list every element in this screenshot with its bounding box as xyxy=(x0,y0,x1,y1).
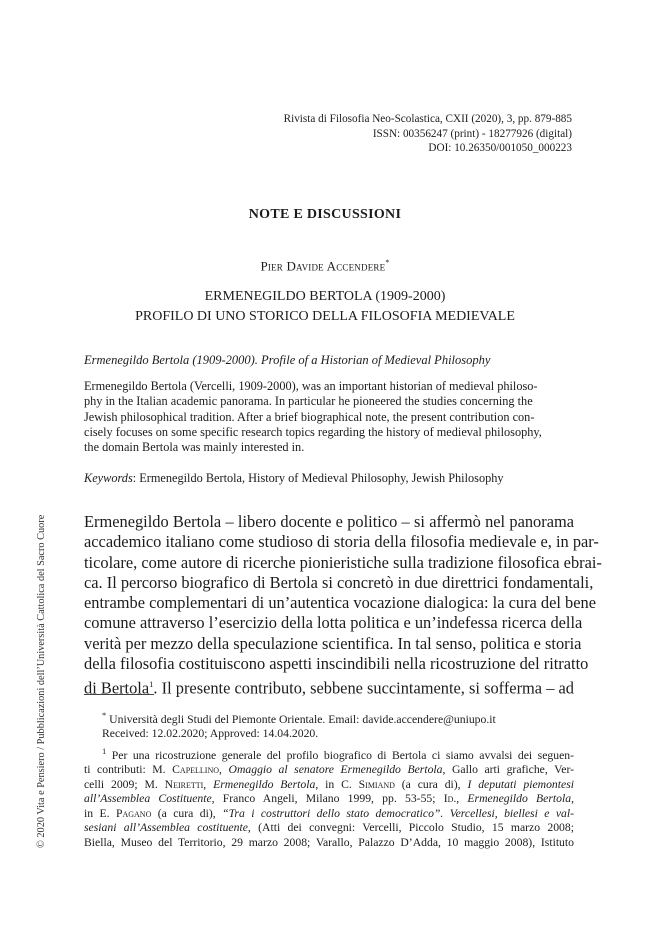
footnote-work-title: Omaggio al senatore Ermenegildo Bertola xyxy=(228,763,443,777)
body-line: accademico italiano come studioso di storia della filosofia medievale e, in par- xyxy=(84,532,599,552)
footnote-text: , xyxy=(456,792,468,806)
abstract-line: phy in the Italian academic panorama. In particular he pioneered the studies concerning the xyxy=(84,394,533,409)
article-title-line-2: PROFILO DI UNO STORICO DELLA FILOSOFIA MEDIEVALE xyxy=(135,309,515,324)
footnote-line xyxy=(84,821,574,836)
received-approved-dates: Received: 12.02.2020; Approved: 14.04.2020. xyxy=(102,727,319,741)
footnote-line xyxy=(84,744,574,763)
footnote-text: , xyxy=(203,777,214,791)
footnote-1 xyxy=(84,744,574,850)
footnote-text: (a cura di), xyxy=(151,806,223,820)
footnote-line xyxy=(84,792,574,807)
body-line: entrambe complementari di un’autentica vocazione dialogica: la cura del bene xyxy=(84,593,596,613)
body-text-segment: . Il presente contributo, sebbene succintamente, si sofferma – ad xyxy=(153,678,575,698)
footnote-marker: * xyxy=(102,710,107,720)
footnote-work-title: “Tra i costruttori dello stato democratico”. Vercellesi, biellesi e val- xyxy=(222,806,574,820)
copyright-notice: © 2020 Vita e Pensiero / Pubblicazioni dell’Università Cattolica del Sacro Cuore xyxy=(36,514,47,848)
author-name: Pier Davide Accendere xyxy=(260,258,386,274)
abstract xyxy=(84,379,574,455)
article-title xyxy=(0,287,650,327)
footnote-line xyxy=(84,807,574,822)
body-paragraph xyxy=(84,512,602,699)
footnote-work-title: Ermenegildo Bertola xyxy=(213,777,316,791)
author-line xyxy=(0,258,650,274)
section-title: NOTE E DISCUSSIONI xyxy=(248,207,402,222)
article-title-line-1: ERMENEGILDO BERTOLA (1909-2000) xyxy=(204,289,446,304)
footnote-text: , xyxy=(219,763,229,777)
body-text-segment: di Bertola xyxy=(84,678,150,698)
footnote-author: Neiretti xyxy=(164,777,204,791)
keywords xyxy=(84,471,584,486)
footnote-affiliation xyxy=(84,708,574,742)
footnote-ref-1[interactable]: 1 xyxy=(149,679,154,690)
abstract-line: the domain Bertola was mainly interested in. xyxy=(84,440,305,455)
footnote-author: Simiand xyxy=(358,777,395,791)
keywords-label: Keywords xyxy=(84,471,133,485)
journal-citation: Rivista di Filosofia Neo-Scolastica, CXII (2020), 3, pp. 879-885 xyxy=(283,113,572,125)
body-line: ca. Il percorso biografico di Bertola si concretò in due direttrici fondamentali, xyxy=(84,572,594,592)
footnote-text: in E. xyxy=(84,806,116,820)
footnote-work-title: all’Assemblea Costituente xyxy=(84,792,212,806)
journal-info xyxy=(212,112,572,156)
english-title: Ermenegildo Bertola (1909-2000). Profile of a Historian of Medieval Philosophy xyxy=(84,353,491,367)
footnote-work-title: sesiani all’Assemblea costituente xyxy=(84,821,248,835)
keywords-text: : Ermenegildo Bertola, History of Medieval Philosophy, Jewish Philosophy xyxy=(132,471,504,485)
abstract-line: cisely focuses on some specific research topics regarding the history of medieval philosophy, xyxy=(84,424,542,439)
doi-line: DOI: 10.26350/001050_000223 xyxy=(428,142,572,154)
abstract-line: Ermenegildo Bertola (Vercelli, 1909-2000), was an important historian of medieval philoso- xyxy=(84,379,538,393)
footnote-line xyxy=(84,708,574,727)
footnote-work-title: I deputati piemontesi xyxy=(467,777,574,791)
footnote-author: Capellino xyxy=(172,763,220,777)
footnote-text: , xyxy=(571,792,574,806)
footnote-text: , in C. xyxy=(315,777,359,791)
issn-line: ISSN: 00356247 (print) - 18277926 (digital) xyxy=(372,127,572,140)
body-line: comune attraverso l’esercizio della lotta politica e un’indefessa ricerca della xyxy=(84,613,583,633)
footnote-text: (a cura di), xyxy=(394,777,468,791)
footnote-author: Pagano xyxy=(115,806,152,820)
affiliation-text: Università degli Studi del Piemonte Orientale. Email: davide.accendere@uniupo.it xyxy=(106,712,496,726)
body-line: verità per mezzo della speculazione scientifica. In tal senso, politica e storia xyxy=(84,633,582,653)
footnote-text: , Gallo arti grafiche, Ver- xyxy=(442,763,574,777)
footnote-divider xyxy=(84,694,154,695)
body-line: della filosofia costituiscono aspetti inscindibili nella ricostruzione del ritratto xyxy=(84,654,589,674)
footnote-text: Per una ricostruzione generale del profilo biografico di Bertola ci siamo avvalsi dei seguen- xyxy=(106,748,574,762)
footnote-marker: 1 xyxy=(102,746,107,756)
footnote-author: Id. xyxy=(443,792,457,806)
footnote-text: ti contributi: M. xyxy=(84,763,173,777)
body-line: Ermenegildo Bertola – libero docente e politico – si affermò nel panorama xyxy=(84,512,574,531)
abstract-line: Jewish philosophical tradition. After a brief biographical note, the present contribution con- xyxy=(84,409,535,424)
footnote-text: , (Atti dei convegni: Vercelli, Piccolo Studio, 15 marzo 2008; xyxy=(247,821,574,835)
body-line: ticolare, come autore di ricerche pionieristiche sulla tradizione filosofica ebrai- xyxy=(84,552,602,572)
author-footnote-marker: * xyxy=(385,258,390,267)
footnote-text: celli 2009; M. xyxy=(84,777,165,791)
footnote-text: , Franco Angeli, Milano 1999, pp. 53-55; xyxy=(211,792,444,806)
footnote-line xyxy=(84,778,574,793)
footnote-line xyxy=(84,763,574,778)
footnote-work-title: Ermenegildo Bertola xyxy=(467,792,572,806)
body-line-last xyxy=(84,674,574,699)
footnote-line: Biella, Museo del Territorio, 29 marzo 2008; Varallo, Palazzo D’Adda, 10 maggio 2008), Istituto xyxy=(84,835,574,849)
